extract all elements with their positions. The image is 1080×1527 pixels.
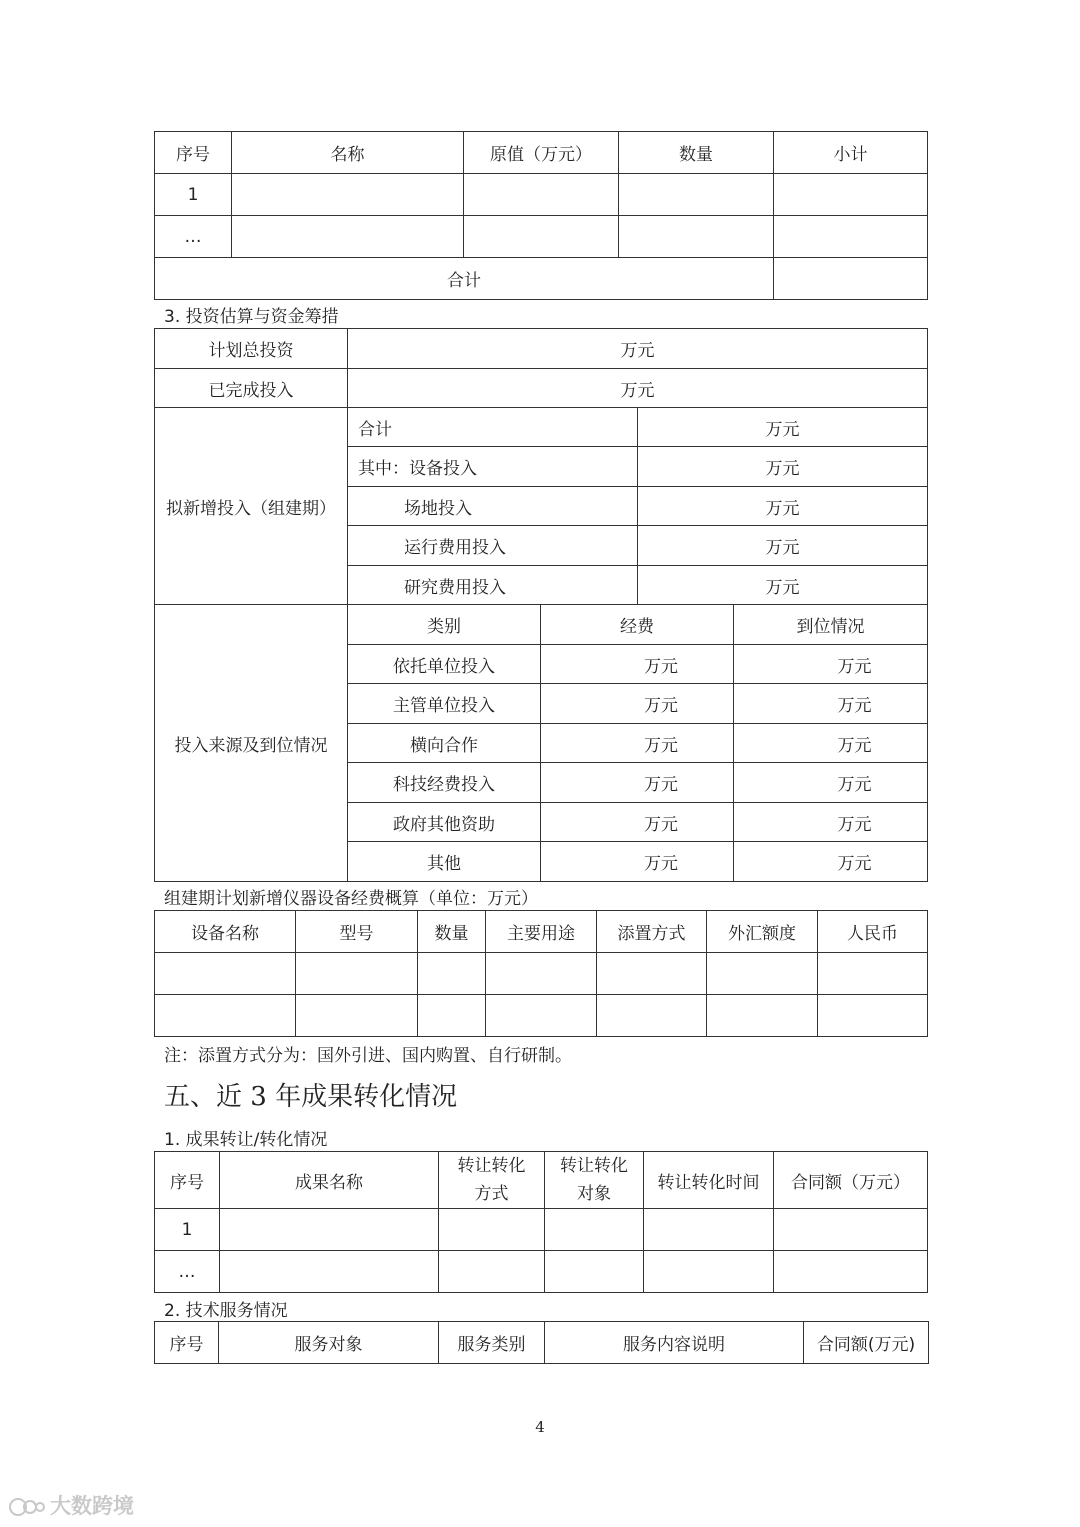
new-item-label: 运行费用投入 bbox=[348, 526, 638, 566]
row-number: … bbox=[155, 1251, 220, 1293]
source-header: 到位情况 bbox=[734, 605, 928, 645]
header-cell: 转让转化方式 bbox=[439, 1152, 545, 1209]
investment-table bbox=[154, 328, 928, 882]
source-category: 政府其他资助 bbox=[348, 803, 541, 842]
source-fund: 万元 bbox=[541, 684, 734, 724]
header-cell: 转让转化对象 bbox=[545, 1152, 644, 1209]
section-2-title: 2. 技术服务情况 bbox=[164, 1301, 288, 1321]
source-status: 万元 bbox=[734, 842, 928, 882]
header-cell: 添置方式 bbox=[597, 911, 707, 953]
header-cell: 外汇额度 bbox=[707, 911, 818, 953]
empty-cell bbox=[464, 174, 619, 216]
header-cell: 服务类别 bbox=[439, 1322, 545, 1364]
new-item-value: 万元 bbox=[638, 526, 928, 566]
source-status: 万元 bbox=[734, 803, 928, 842]
section-5-heading: 五、近 3 年成果转化情况 bbox=[164, 1082, 458, 1112]
row-number: 1 bbox=[155, 174, 232, 216]
watermark bbox=[8, 1490, 134, 1520]
empty-cell bbox=[464, 216, 619, 258]
empty-cell bbox=[707, 953, 818, 995]
equipment-budget-table bbox=[154, 910, 928, 1037]
empty-cell bbox=[155, 953, 296, 995]
new-item-label: 研究费用投入 bbox=[348, 566, 638, 605]
source-status: 万元 bbox=[734, 724, 928, 763]
new-item-value: 万元 bbox=[638, 408, 928, 447]
source-category: 主管单位投入 bbox=[348, 684, 541, 724]
row-number: … bbox=[155, 216, 232, 258]
equipment-caption: 组建期计划新增仪器设备经费概算（单位：万元） bbox=[164, 889, 538, 909]
section-1-title: 1. 成果转让/转化情况 bbox=[164, 1130, 328, 1150]
header-cell: 成果名称 bbox=[220, 1152, 439, 1209]
empty-cell bbox=[644, 1251, 774, 1293]
header-cell: 合同额（万元） bbox=[774, 1152, 928, 1209]
empty-cell bbox=[232, 174, 464, 216]
source-label: 投入来源及到位情况 bbox=[155, 605, 348, 882]
new-item-label: 其中：设备投入 bbox=[348, 447, 638, 487]
plan-total-label: 计划总投资 bbox=[155, 329, 348, 369]
header-cell: 转让转化时间 bbox=[644, 1152, 774, 1209]
header-cell: 原值（万元） bbox=[464, 132, 619, 174]
empty-cell bbox=[439, 1209, 545, 1251]
empty-cell bbox=[545, 1251, 644, 1293]
empty-cell bbox=[619, 174, 774, 216]
header-cell: 名称 bbox=[232, 132, 464, 174]
total-label: 合计 bbox=[155, 258, 774, 300]
empty-cell bbox=[619, 216, 774, 258]
source-category: 其他 bbox=[348, 842, 541, 882]
achievement-transfer-table bbox=[154, 1151, 928, 1293]
watermark-text: 大数跨境 bbox=[50, 1494, 134, 1518]
empty-cell bbox=[774, 258, 928, 300]
header-cell: 小计 bbox=[774, 132, 928, 174]
new-investment-label: 拟新增投入（组建期） bbox=[155, 408, 348, 605]
empty-cell bbox=[707, 995, 818, 1037]
empty-cell bbox=[774, 216, 928, 258]
empty-cell bbox=[418, 995, 486, 1037]
watermark-logo-icon bbox=[8, 1496, 46, 1518]
equipment-original-value-table bbox=[154, 131, 928, 300]
header-cell: 序号 bbox=[155, 132, 232, 174]
empty-cell bbox=[774, 1251, 928, 1293]
empty-cell bbox=[597, 953, 707, 995]
technical-service-table bbox=[154, 1321, 929, 1364]
header-cell: 主要用途 bbox=[486, 911, 597, 953]
empty-cell bbox=[220, 1209, 439, 1251]
source-status: 万元 bbox=[734, 645, 928, 684]
completed-value: 万元 bbox=[348, 369, 928, 408]
header-cell: 人民币 bbox=[818, 911, 928, 953]
empty-cell bbox=[439, 1251, 545, 1293]
header-cell: 服务对象 bbox=[219, 1322, 439, 1364]
empty-cell bbox=[486, 953, 597, 995]
empty-cell bbox=[296, 995, 418, 1037]
source-fund: 万元 bbox=[541, 803, 734, 842]
header-cell: 数量 bbox=[619, 132, 774, 174]
header-cell: 设备名称 bbox=[155, 911, 296, 953]
header-cell: 合同额(万元) bbox=[804, 1322, 929, 1364]
empty-cell bbox=[418, 953, 486, 995]
empty-cell bbox=[644, 1209, 774, 1251]
new-item-value: 万元 bbox=[638, 487, 928, 526]
new-item-label: 场地投入 bbox=[348, 487, 638, 526]
source-status: 万元 bbox=[734, 763, 928, 803]
header-cell: 服务内容说明 bbox=[545, 1322, 804, 1364]
header-cell: 数量 bbox=[418, 911, 486, 953]
header-cell: 序号 bbox=[155, 1152, 220, 1209]
source-fund: 万元 bbox=[541, 842, 734, 882]
source-category: 科技经费投入 bbox=[348, 763, 541, 803]
source-category: 依托单位投入 bbox=[348, 645, 541, 684]
source-status: 万元 bbox=[734, 684, 928, 724]
header-cell: 型号 bbox=[296, 911, 418, 953]
source-fund: 万元 bbox=[541, 763, 734, 803]
new-item-label: 合计 bbox=[348, 408, 638, 447]
source-fund: 万元 bbox=[541, 724, 734, 763]
page-number: 4 bbox=[535, 1418, 545, 1436]
empty-cell bbox=[296, 953, 418, 995]
completed-label: 已完成投入 bbox=[155, 369, 348, 408]
empty-cell bbox=[545, 1209, 644, 1251]
empty-cell bbox=[818, 953, 928, 995]
empty-cell bbox=[155, 995, 296, 1037]
acquisition-note: 注：添置方式分为：国外引进、国内购置、自行研制。 bbox=[164, 1046, 572, 1066]
new-item-value: 万元 bbox=[638, 566, 928, 605]
source-fund: 万元 bbox=[541, 645, 734, 684]
empty-cell bbox=[774, 1209, 928, 1251]
empty-cell bbox=[232, 216, 464, 258]
source-category: 横向合作 bbox=[348, 724, 541, 763]
section-3-title: 3. 投资估算与资金筹措 bbox=[164, 307, 339, 327]
empty-cell bbox=[597, 995, 707, 1037]
source-header: 经费 bbox=[541, 605, 734, 645]
empty-cell bbox=[818, 995, 928, 1037]
row-number: 1 bbox=[155, 1209, 220, 1251]
new-item-value: 万元 bbox=[638, 447, 928, 487]
source-header: 类别 bbox=[348, 605, 541, 645]
plan-total-value: 万元 bbox=[348, 329, 928, 369]
header-cell: 序号 bbox=[155, 1322, 219, 1364]
empty-cell bbox=[774, 174, 928, 216]
empty-cell bbox=[486, 995, 597, 1037]
empty-cell bbox=[220, 1251, 439, 1293]
